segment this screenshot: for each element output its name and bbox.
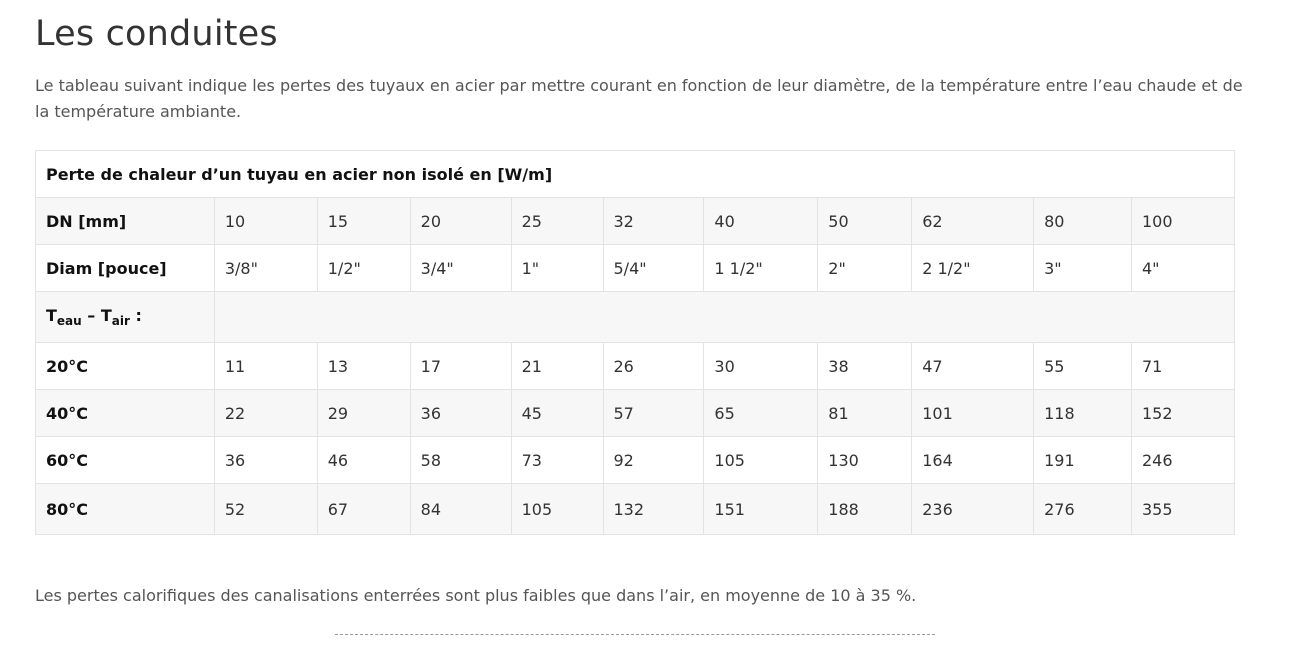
table-cell: 3" (1034, 245, 1132, 292)
table-cell: 36 (410, 390, 511, 437)
table-cell: 17 (410, 343, 511, 390)
table-cell: 58 (410, 437, 511, 484)
table-cell: 55 (1034, 343, 1132, 390)
table-cell: 3/8" (214, 245, 317, 292)
table-cell: 71 (1132, 343, 1235, 390)
row-label-80c: 80°C (36, 484, 215, 535)
table-cell: 81 (818, 390, 912, 437)
delta-sub-eau: eau (56, 314, 82, 328)
table-cell: 38 (818, 343, 912, 390)
table-cell: 4" (1132, 245, 1235, 292)
table-caption-row (36, 151, 1235, 198)
table-cell: 30 (704, 343, 818, 390)
table-cell: 57 (603, 390, 704, 437)
table-cell: 1" (511, 245, 603, 292)
table-cell: 62 (912, 198, 1034, 245)
table-caption: Perte de chaleur d’un tuyau en acier non isolé en [W/m] (36, 151, 1235, 198)
table-cell: 236 (912, 484, 1034, 535)
table-cell: 25 (511, 198, 603, 245)
table-cell: 130 (818, 437, 912, 484)
table-cell: 2 1/2" (912, 245, 1034, 292)
table-cell: 73 (511, 437, 603, 484)
table-row-20 (36, 343, 1235, 390)
table-cell: 151 (704, 484, 818, 535)
table-cell: 26 (603, 343, 704, 390)
table-cell: 100 (1132, 198, 1235, 245)
table-cell: 45 (511, 390, 603, 437)
table-cell: 355 (1132, 484, 1235, 535)
table-row-diam (36, 245, 1235, 292)
page-title: Les conduites (35, 14, 278, 54)
table-row-40 (36, 390, 1235, 437)
delta-t1: T (46, 306, 57, 325)
table-cell: 29 (317, 390, 410, 437)
table-cell: 101 (912, 390, 1034, 437)
table-cell: 47 (912, 343, 1034, 390)
table-cell: 5/4" (603, 245, 704, 292)
table-cell: 152 (1132, 390, 1235, 437)
table-cell: 191 (1034, 437, 1132, 484)
heat-loss-table (35, 150, 1235, 535)
row-label-60c: 60°C (36, 437, 215, 484)
table-cell: 1/2" (317, 245, 410, 292)
table-empty-cell (214, 292, 1234, 343)
table-cell: 52 (214, 484, 317, 535)
table-cell: 80 (1034, 198, 1132, 245)
table-cell: 20 (410, 198, 511, 245)
intro-paragraph: Le tableau suivant indique les pertes des tuyaux en acier par mettre courant en fonction de leur diamètre, de la température entre l’eau chaude et de la température ambiante. (35, 76, 1243, 121)
row-label-20c: 20°C (36, 343, 215, 390)
table-cell: 3/4" (410, 245, 511, 292)
table-cell: 36 (214, 437, 317, 484)
delta-dash: – (81, 306, 101, 325)
table-cell: 46 (317, 437, 410, 484)
row-label-delta-temperature (36, 292, 215, 343)
table-cell: 132 (603, 484, 704, 535)
table-cell: 67 (317, 484, 410, 535)
table-cell: 32 (603, 198, 704, 245)
table-cell: 21 (511, 343, 603, 390)
table-cell: 188 (818, 484, 912, 535)
table-cell: 15 (317, 198, 410, 245)
table-row-80 (36, 484, 1235, 535)
table-cell: 276 (1034, 484, 1132, 535)
footnote-paragraph: Les pertes calorifiques des canalisations enterrées sont plus faibles que dans l’air, en moyenne de 10 à 35 %. (35, 586, 917, 605)
table-cell: 50 (818, 198, 912, 245)
table-cell: 92 (603, 437, 704, 484)
table-cell: 65 (704, 390, 818, 437)
table-cell: 246 (1132, 437, 1235, 484)
table-cell: 2" (818, 245, 912, 292)
table-cell: 105 (511, 484, 603, 535)
delta-sub-air: air (111, 314, 130, 328)
row-label-diam: Diam [pouce] (36, 245, 215, 292)
delta-colon: : (129, 306, 142, 325)
delta-t2: T (100, 306, 112, 325)
table-row-60 (36, 437, 1235, 484)
table-cell: 84 (410, 484, 511, 535)
table-cell: 118 (1034, 390, 1132, 437)
row-label-dn: DN [mm] (36, 198, 215, 245)
dashed-divider (335, 634, 935, 635)
table-cell: 40 (704, 198, 818, 245)
table-cell: 22 (214, 390, 317, 437)
table-cell: 1 1/2" (704, 245, 818, 292)
row-label-40c: 40°C (36, 390, 215, 437)
table-row-dn (36, 198, 1235, 245)
table-cell: 13 (317, 343, 410, 390)
table-cell: 11 (214, 343, 317, 390)
table-cell: 105 (704, 437, 818, 484)
table-row-delta (36, 292, 1235, 343)
table-cell: 164 (912, 437, 1034, 484)
table-cell: 10 (214, 198, 317, 245)
